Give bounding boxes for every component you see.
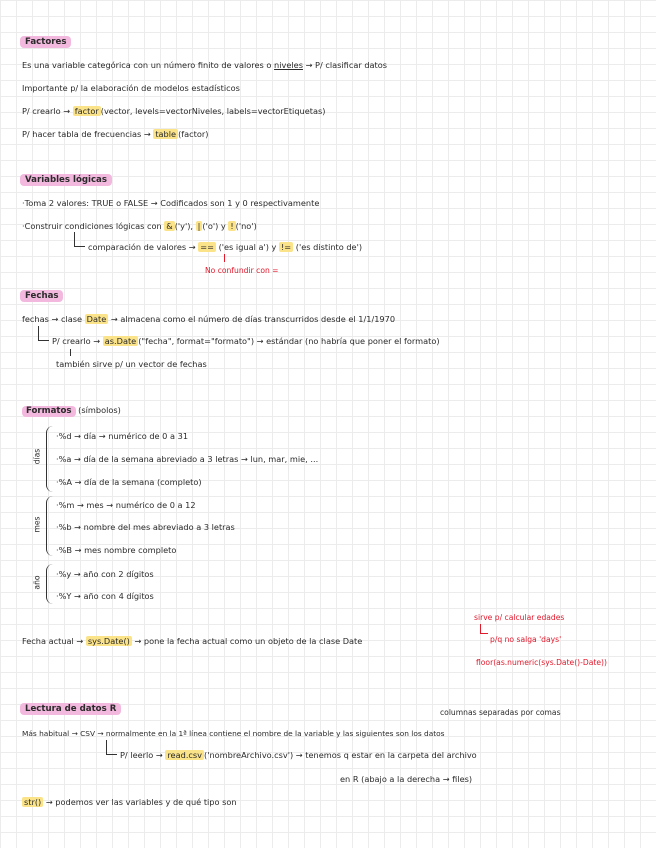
table-args: (factor) xyxy=(178,129,209,139)
csv-description: Más habitual → CSV → normalmente en la 1ª línea contiene el nombre de la variable y las siguientes son los datos xyxy=(22,729,445,738)
days-note: p/q no salga 'days' xyxy=(490,635,562,644)
formatos-title-note: (símbolos) xyxy=(78,405,121,415)
factores-create-label: P/ crearlo → xyxy=(22,106,71,116)
fecha-actual-label: Fecha actual → xyxy=(22,636,84,646)
format-a: ·%a → día de la semana abreviado a 3 letras → lun, mar, mie, ... xyxy=(56,454,319,464)
str-description: → podemos ver las variables y de qué tipo son xyxy=(45,797,237,807)
logicas-conditions-text: ·Construir condiciones lógicas con xyxy=(22,221,162,231)
fechas-create xyxy=(52,336,440,347)
hook-arrow-icon xyxy=(38,326,49,341)
str-function: str() xyxy=(24,797,42,807)
csv-read-label: P/ leerlo → xyxy=(120,750,163,760)
mes-label: mes xyxy=(32,516,42,533)
factor-args: (vector, levels=vectorNiveles, labels=vectorEtiquetas) xyxy=(100,106,326,116)
equal-operator: == xyxy=(200,242,214,252)
factores-definition xyxy=(22,60,387,71)
logicas-warning: No confundir con = xyxy=(205,266,279,275)
format-B: ·%B → mes nombre completo xyxy=(56,545,177,555)
section-title-lectura: Lectura de datos R xyxy=(20,703,121,715)
hook-arrow-icon xyxy=(106,740,117,755)
files-location-note: en R (abajo a la derecha → files) xyxy=(340,774,473,784)
not-equal-operator: != xyxy=(281,242,292,252)
factores-purpose-text: → P/ clasificar datos xyxy=(305,60,388,70)
hook-arrow-icon xyxy=(480,624,488,634)
edad-note: sirve p/ calcular edades xyxy=(474,613,565,622)
logicas-values: ·Toma 2 valores: TRUE o FALSE → Codificados son 1 y 0 respectivamente xyxy=(22,198,320,208)
as-date-args: ("fecha", format="formato") xyxy=(138,336,255,346)
factores-table xyxy=(22,129,208,140)
anio-brace-icon xyxy=(46,564,53,604)
format-A: ·%A → día de la semana (completo) xyxy=(56,477,202,487)
format-Y: ·%Y → año con 4 dígitos xyxy=(56,591,154,601)
fechas-standard-note: → estándar (no habría que poner el formato) xyxy=(256,336,440,346)
read-csv-function: read.csv xyxy=(167,750,203,760)
as-date-function: as.Date xyxy=(104,336,137,346)
section-title-factores: Factores xyxy=(20,36,71,48)
mes-brace-icon xyxy=(46,496,53,556)
fechas-class-description: → almacena como el número de días transcurridos desde el 1/1/1970 xyxy=(110,314,396,324)
comparison-label: comparación de valores → xyxy=(88,242,196,252)
formatos-header xyxy=(22,405,121,417)
anio-label: año xyxy=(32,575,42,590)
floor-formula: floor(as.numeric(sys.Date()-Date)) xyxy=(476,658,607,667)
factores-importance: Importante p/ la elaboración de modelos estadísticos xyxy=(22,83,240,93)
factores-definition-text: Es una variable categórica con un número finito de valores o xyxy=(22,60,272,70)
or-meaning: ('o') y xyxy=(202,221,226,231)
csv-read xyxy=(120,750,477,761)
fechas-class-label: fechas → clase xyxy=(22,314,83,324)
fechas-create-label: P/ crearlo → xyxy=(52,336,101,346)
not-operator: ! xyxy=(230,221,234,231)
read-csv-description: ('nombreArchivo.csv') → tenemos q estar en la carpeta del archivo xyxy=(204,750,477,760)
hook-arrow-icon xyxy=(74,232,85,247)
equal-meaning: ('es igual a') y xyxy=(218,242,277,252)
and-operator: & xyxy=(166,221,173,231)
date-class: Date xyxy=(86,314,107,324)
section-title-fechas: Fechas xyxy=(20,290,63,302)
and-meaning: ('y'), xyxy=(174,221,194,231)
section-title-variables-logicas: Variables lógicas xyxy=(20,174,112,186)
or-operator: | xyxy=(197,221,201,231)
fecha-actual xyxy=(22,636,362,647)
factores-create xyxy=(22,106,325,117)
logicas-conditions xyxy=(22,221,257,232)
factores-niveles-term: niveles xyxy=(274,60,303,70)
fechas-vector-note: también sirve p/ un vector de fechas xyxy=(56,359,207,369)
section-title-formatos: Formatos xyxy=(22,406,76,417)
format-d: ·%d → día → numérico de 0 a 31 xyxy=(56,431,189,441)
dias-brace-icon xyxy=(46,426,53,492)
fechas-class xyxy=(22,314,395,325)
table-function: table xyxy=(155,129,177,139)
format-y: ·%y → año con 2 dígitos xyxy=(56,569,154,579)
down-arrow-icon xyxy=(70,349,71,356)
logicas-comparison xyxy=(88,242,362,253)
factor-function: factor xyxy=(74,106,99,116)
format-b: ·%b → nombre del mes abreviado a 3 letras xyxy=(56,522,235,532)
sys-date-function: sys.Date() xyxy=(87,636,130,646)
factores-table-label: P/ hacer tabla de frecuencias → xyxy=(22,129,151,139)
csv-columns-note: columnas separadas por comas xyxy=(440,708,561,717)
not-meaning: ('no') xyxy=(235,221,257,231)
fecha-actual-description: → pone la fecha actual como un objeto de la clase Date xyxy=(134,636,363,646)
format-m: ·%m → mes → numérico de 0 a 12 xyxy=(56,500,196,510)
str-line xyxy=(22,797,237,808)
not-equal-meaning: ('es distinto de') xyxy=(295,242,363,252)
down-arrow-icon xyxy=(224,254,225,262)
dias-label: días xyxy=(32,448,42,465)
